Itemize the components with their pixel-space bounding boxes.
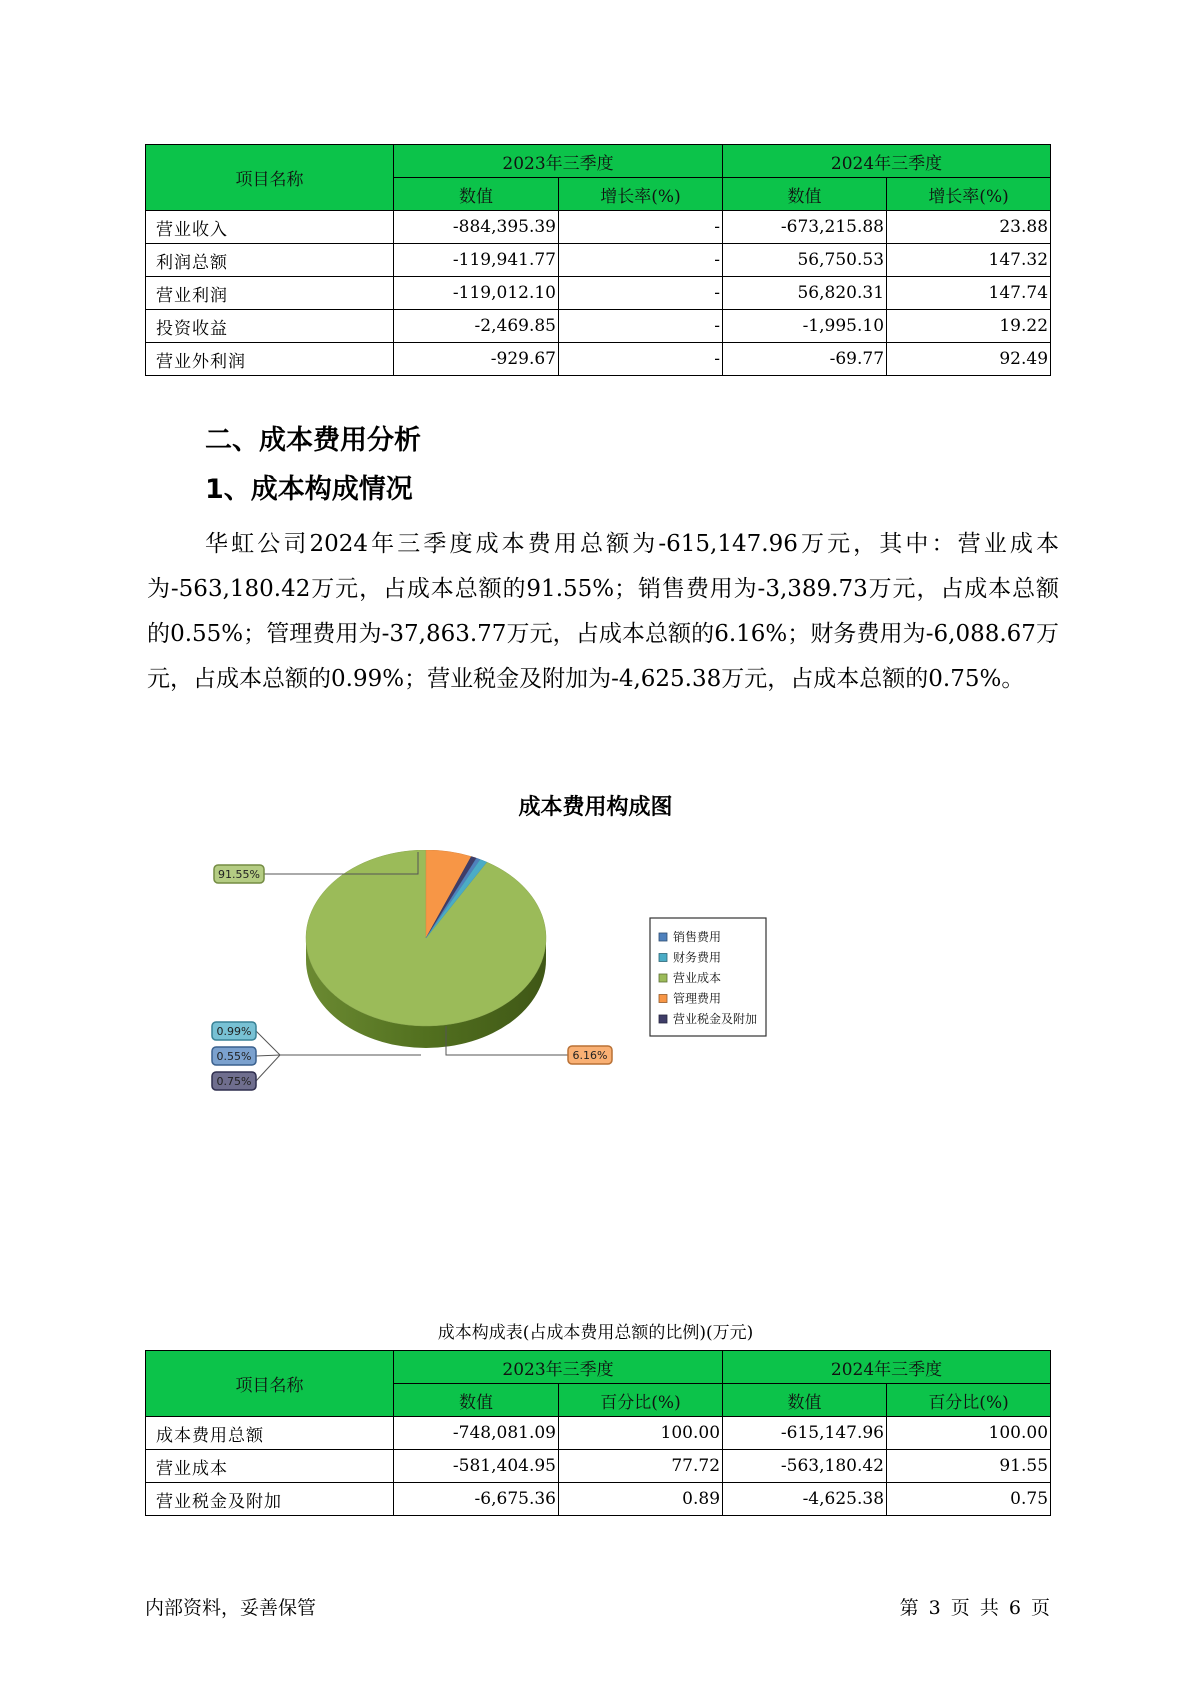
header-period-2024: 2024年三季度 xyxy=(723,1351,1051,1384)
header-item-name: 项目名称 xyxy=(146,145,394,211)
row-name: 营业成本 xyxy=(146,1450,394,1483)
row-name: 营业税金及附加 xyxy=(146,1483,394,1516)
data-label: 6.16% xyxy=(572,1049,608,1062)
row-name: 利润总额 xyxy=(146,244,394,277)
header-percent-2024: 百分比(%) xyxy=(887,1384,1051,1417)
row-value-2023: -581,404.95 xyxy=(394,1450,559,1483)
row-value-2023: -6,675.36 xyxy=(394,1483,559,1516)
analysis-paragraph: 华虹公司2024年三季度成本费用总额为-615,147.96万元，其中：营业成本为-563,180.42万元，占成本总额的91.55%；销售费用为-3,389.73万元，占成本总额的0.55%；管理费用为-37,863.77万元，占成本总额的6.16%；财务费用为-6,088.67万元，占成本总额的0.99%；营业税金及附加为-4,625.38万元，占成本总额的0.75%。 xyxy=(147,531,1059,692)
section-heading: 二、成本费用分析 xyxy=(205,425,421,456)
row-percent-2023: 0.89 xyxy=(559,1483,723,1516)
legend-label: 营业税金及附加 xyxy=(673,1012,758,1026)
legend-swatch xyxy=(659,1015,667,1023)
footer-confidential: 内部资料，妥善保管 xyxy=(145,1597,317,1619)
legend-swatch xyxy=(659,974,667,982)
legend-label: 营业成本 xyxy=(673,971,722,985)
header-period-2024: 2024年三季度 xyxy=(723,145,1051,178)
header-growth-2023: 增长率(%) xyxy=(559,178,723,211)
data-label: 0.99% xyxy=(216,1025,252,1038)
table-caption: 成本构成表(占成本费用总额的比例)(万元) xyxy=(437,1323,754,1343)
table-row xyxy=(146,310,1051,343)
header-value-2024: 数值 xyxy=(723,1384,887,1417)
row-value-2024: 56,820.31 xyxy=(723,277,887,310)
row-percent-2023: 100.00 xyxy=(559,1417,723,1450)
row-percent-2024: 91.55 xyxy=(887,1450,1051,1483)
legend-swatch xyxy=(659,954,667,962)
row-value-2023: -119,941.77 xyxy=(394,244,559,277)
table-row xyxy=(146,1450,1051,1483)
row-growth-2023: - xyxy=(559,277,723,310)
table-row xyxy=(146,277,1051,310)
table-row xyxy=(146,343,1051,376)
row-growth-2024: 19.22 xyxy=(887,310,1051,343)
row-value-2024: -1,995.10 xyxy=(723,310,887,343)
row-percent-2023: 77.72 xyxy=(559,1450,723,1483)
row-growth-2023: - xyxy=(559,310,723,343)
row-value-2023: -884,395.39 xyxy=(394,211,559,244)
row-value-2024: 56,750.53 xyxy=(723,244,887,277)
row-value-2023: -2,469.85 xyxy=(394,310,559,343)
row-growth-2024: 92.49 xyxy=(887,343,1051,376)
data-label: 0.55% xyxy=(216,1050,252,1063)
profit-summary-table xyxy=(145,144,1051,376)
legend-swatch xyxy=(659,995,667,1003)
row-name: 投资收益 xyxy=(146,310,394,343)
header-value-2023: 数值 xyxy=(394,1384,559,1417)
row-name: 成本费用总额 xyxy=(146,1417,394,1450)
row-name: 营业利润 xyxy=(146,277,394,310)
data-label: 0.75% xyxy=(216,1075,252,1088)
row-value-2023: -929.67 xyxy=(394,343,559,376)
header-period-2023: 2023年三季度 xyxy=(394,1351,723,1384)
header-value-2024: 数值 xyxy=(723,178,887,211)
table-row xyxy=(146,1417,1051,1450)
row-value-2024: -673,215.88 xyxy=(723,211,887,244)
data-label: 91.55% xyxy=(218,868,260,881)
pie-chart xyxy=(190,850,850,1120)
table-row xyxy=(146,244,1051,277)
legend-label: 销售费用 xyxy=(673,930,722,944)
row-value-2024: -4,625.38 xyxy=(723,1483,887,1516)
chart-legend xyxy=(650,918,766,1036)
row-name: 营业外利润 xyxy=(146,343,394,376)
legend-label: 管理费用 xyxy=(673,991,722,1006)
row-value-2024: -563,180.42 xyxy=(723,1450,887,1483)
header-period-2023: 2023年三季度 xyxy=(394,145,723,178)
row-value-2023: -119,012.10 xyxy=(394,277,559,310)
header-growth-2024: 增长率(%) xyxy=(887,178,1051,211)
legend-label: 财务费用 xyxy=(673,950,722,965)
row-growth-2023: - xyxy=(559,211,723,244)
header-percent-2023: 百分比(%) xyxy=(559,1384,723,1417)
row-growth-2023: - xyxy=(559,244,723,277)
header-item-name: 项目名称 xyxy=(146,1351,394,1417)
cost-structure-table xyxy=(145,1350,1051,1516)
row-value-2024: -615,147.96 xyxy=(723,1417,887,1450)
row-growth-2024: 147.74 xyxy=(887,277,1051,310)
row-percent-2024: 0.75 xyxy=(887,1483,1051,1516)
table-row xyxy=(146,211,1051,244)
header-value-2023: 数值 xyxy=(394,178,559,211)
subsection-heading: 1、成本构成情况 xyxy=(205,474,413,505)
row-value-2023: -748,081.09 xyxy=(394,1417,559,1450)
row-growth-2023: - xyxy=(559,343,723,376)
row-percent-2024: 100.00 xyxy=(887,1417,1051,1450)
chart-title: 成本费用构成图 xyxy=(518,795,673,820)
row-value-2024: -69.77 xyxy=(723,343,887,376)
row-growth-2024: 23.88 xyxy=(887,211,1051,244)
footer-page-number: 第 3 页 共 6 页 xyxy=(899,1597,1050,1619)
row-growth-2024: 147.32 xyxy=(887,244,1051,277)
row-name: 营业收入 xyxy=(146,211,394,244)
leader-line xyxy=(256,1055,421,1081)
legend-swatch xyxy=(659,933,667,941)
table-row xyxy=(146,1483,1051,1516)
